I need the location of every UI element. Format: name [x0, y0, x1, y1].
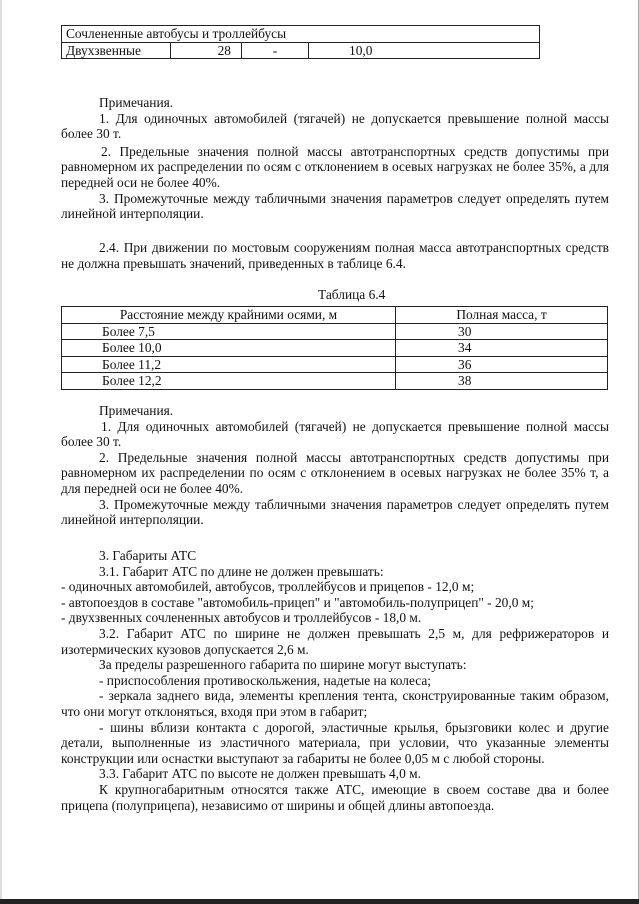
table-row	[62, 373, 608, 390]
table1-cell-value: 28	[171, 42, 242, 59]
vehicle-mass-table-continuation	[61, 25, 540, 59]
paragraph-2-4	[61, 240, 609, 271]
list-item: - зеркала заднего вида, элементы крепления тента, сконструированные таким образом, что они могут отклоняться, входя при этом в габарит;	[61, 688, 609, 719]
note-1: 1. Для одиночных автомобилей (тягачей) не допускается превышение полной массы более 30 т.	[61, 110, 609, 142]
table1-cell-type: Двухзвенные	[62, 42, 171, 59]
table-cell: Более 7,5	[62, 323, 396, 340]
scan-left-edge	[0, 0, 2, 904]
column-header-distance: Расстояние между крайними осями, м	[62, 307, 396, 324]
notes-title: Примечания.	[99, 95, 174, 110]
table-row	[62, 323, 608, 340]
table-row	[62, 356, 608, 373]
note-1: 1. Для одиночных автомобилей (тягачей) не допускается превышение полной массы более 30 т.	[61, 418, 609, 450]
table-cell: Более 12,2	[62, 373, 396, 390]
table-cell: Более 11,2	[62, 356, 396, 373]
note-2: 2. Предельные значения полной массы автотранспортных средств допустимы при равномерном их распределении по осям с отклонением в осевых нагрузках не более 35% т, а для передней оси не более 40%.	[61, 449, 609, 496]
table-cell: 34	[396, 340, 608, 357]
list-item: - приспособления противоскольжения, надетые на колеса;	[99, 672, 432, 688]
paragraph-oversize: К крупногабаритным относятся также АТС, имеющие в своем составе два и более прицепа (полуприцепа), независимо от ширины и общей длины автопоезда.	[61, 781, 609, 813]
table-cell: 38	[396, 373, 608, 390]
column-header-mass: Полная масса, т	[396, 307, 608, 324]
note-3: 3. Промежуточные между табличными значения параметров следует определять путем линейной интерполяции.	[61, 190, 609, 222]
paragraph-2-4-text: 2.4. При движении по мостовым сооружениям полная масса автотранспортных средств не должна превышать значений, приведенных в таблице 6.4.	[61, 240, 609, 271]
notes-title: Примечания.	[99, 403, 174, 418]
table1-cell-value: 10,0	[309, 42, 540, 59]
section-title: 3. Габариты АТС	[99, 548, 197, 563]
table-cell: 30	[396, 323, 608, 340]
table-header-row	[62, 307, 608, 324]
table-row	[62, 340, 608, 357]
table1-cell-value: -	[242, 42, 309, 59]
paragraph-3-3: 3.3. Габарит АТС по высоте не должен превышать 4,0 м.	[99, 766, 421, 782]
note-3: 3. Промежуточные между табличными значения параметров следует определять путем линейной интерполяции.	[61, 496, 609, 528]
paragraph-width-exceptions: За пределы разрешенного габарита по ширине могут выступать:	[99, 657, 467, 673]
list-item: - шины вблизи контакта с дорогой, эластичные крылья, брызговики колес и другие детали, выполненные из эластичного материала, при условии, что указанные элементы конструкции или оснастки выступают за габариты не более 0,05 м с любой стороны.	[61, 719, 609, 766]
bridge-mass-table	[61, 306, 608, 390]
table-cell: Более 10,0	[62, 340, 396, 357]
list-item: - одиночных автомобилей, автобусов, троллейбусов и прицепов - 12,0 м;	[61, 579, 475, 595]
paragraph-3-2: 3.2. Габарит АТС по ширине не должен превышать 2,5 м, для рефрижераторов и изотермических кузовов допускается 2,6 м.	[61, 625, 609, 657]
table-row	[62, 42, 540, 59]
notes-block-2	[61, 403, 609, 528]
note-2: 2. Предельные значения полной массы автотранспортных средств допустимы при равномерном их распределении по осям с отклонением в осевых нагрузках не более 35%, а для передней оси не более 40%.	[61, 143, 609, 190]
list-item: - двухзвенных сочлененных автобусов и троллейбусов - 18,0 м.	[61, 610, 422, 626]
table-caption: Таблица 6.4	[318, 287, 386, 302]
section-3-dimensions	[61, 548, 609, 813]
list-item: - автопоездов в составе "автомобиль-прицеп" и "автомобиль-полуприцеп" - 20,0 м;	[61, 594, 534, 610]
scan-bottom-edge	[0, 899, 639, 904]
notes-block-1	[61, 95, 609, 222]
paragraph-3-1: 3.1. Габарит АТС по длине не должен превышать:	[99, 563, 384, 579]
table-cell: 36	[396, 356, 608, 373]
table1-group-header: Сочлененные автобусы и троллейбусы	[62, 26, 540, 43]
